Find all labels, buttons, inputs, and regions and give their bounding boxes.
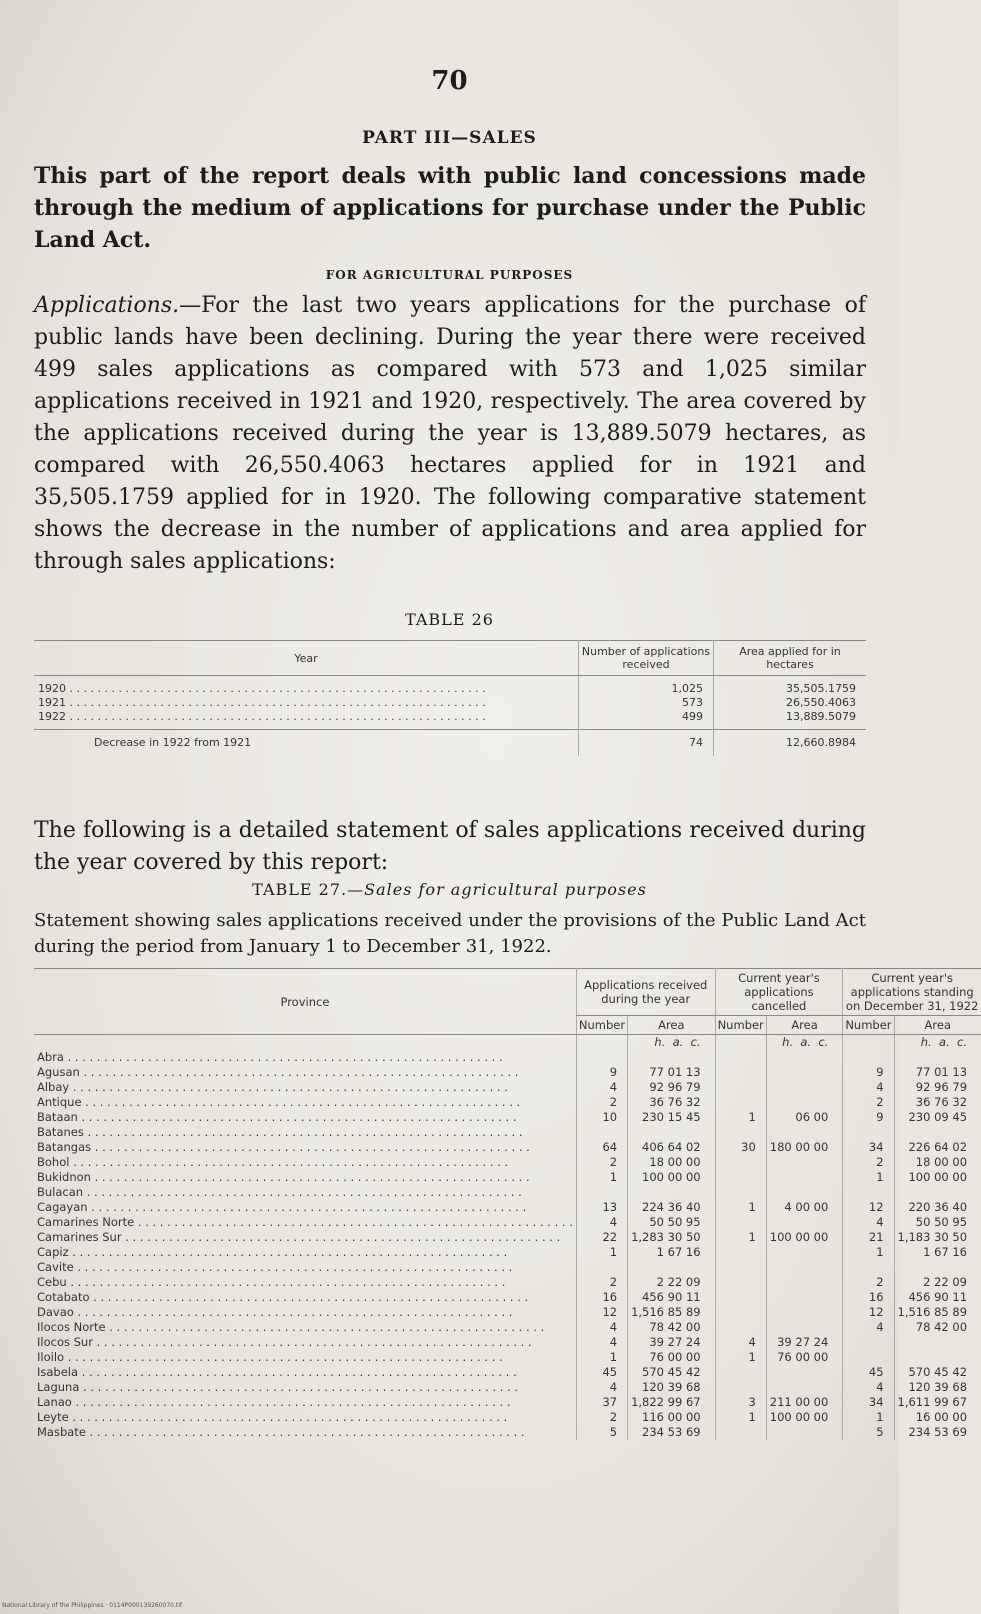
t27-province-cell: Capiz . . . . . . . . . . . . . . . . . . . . . . . . . . . . . . . . . . . . . . . . . . . . . . . . . . . . . . . . . . . . xyxy=(37,1245,508,1259)
t27-received-number-cell: 9 xyxy=(576,1065,627,1080)
section-subheading: FOR AGRICULTURAL PURPOSES xyxy=(325,268,574,282)
t27-standing-area-cell: 92 96 79 xyxy=(894,1080,981,1095)
t27-standing-number-cell: 2 xyxy=(843,1275,894,1290)
t27-received-area-cell: 120 39 68 xyxy=(628,1380,716,1395)
t27-header-received-number: Number xyxy=(576,1016,627,1035)
t27-cancelled-number-cell xyxy=(715,1095,766,1110)
t27-cancelled-number-cell: 3 xyxy=(715,1395,766,1410)
t27-received-area-cell: 1,516 85 89 xyxy=(628,1305,716,1320)
t27-standing-number-cell: 45 xyxy=(843,1365,894,1380)
t27-province-cell: Albay . . . . . . . . . . . . . . . . . . . . . . . . . . . . . . . . . . . . . . . . . . . . . . . . . . . . . . . . . . . . xyxy=(37,1080,508,1094)
t27-received-area-cell: 92 96 79 xyxy=(628,1080,716,1095)
intro-paragraph: This part of the report deals with public land concessions made through the medium of applications for purchase under the Public Land Act. xyxy=(34,163,866,253)
t27-cancelled-area-cell xyxy=(766,1170,843,1185)
t27-row xyxy=(34,1215,981,1230)
t27-received-number-cell: 2 xyxy=(576,1155,627,1170)
t27-row xyxy=(34,1365,981,1380)
t27-row xyxy=(34,1395,981,1410)
t27-received-area-cell: 100 00 00 xyxy=(628,1170,716,1185)
t27-cancelled-area-cell xyxy=(766,1095,843,1110)
t26-row xyxy=(34,710,866,724)
t27-standing-area-cell xyxy=(894,1185,981,1200)
t27-province-cell: Ilocos Norte . . . . . . . . . . . . . . . . . . . . . . . . . . . . . . . . . . . . . . . . . . . . . . . . . . . . . . . . . . . . xyxy=(37,1320,545,1334)
t27-standing-area-cell: 16 00 00 xyxy=(894,1410,981,1425)
t27-cancelled-number-cell xyxy=(715,1050,766,1065)
t27-standing-area-cell: 2 22 09 xyxy=(894,1275,981,1290)
t26-area-cell: 35,505.1759 xyxy=(714,682,867,696)
t27-received-number-cell: 13 xyxy=(576,1200,627,1215)
t27-province-cell: Cotabato . . . . . . . . . . . . . . . . . . . . . . . . . . . . . . . . . . . . . . . . . . . . . . . . . . . . . . . . . . . . xyxy=(37,1290,529,1304)
t27-cancelled-number-cell: 1 xyxy=(715,1350,766,1365)
t27-row xyxy=(34,1290,981,1305)
t27-standing-number-cell: 16 xyxy=(843,1290,894,1305)
t27-standing-number-cell: 9 xyxy=(843,1065,894,1080)
t26-number-cell: 1,025 xyxy=(579,682,714,696)
t27-cancelled-number-cell: 1 xyxy=(715,1410,766,1425)
t27-row xyxy=(34,1230,981,1245)
t27-header-cancelled: Current year's applications cancelled xyxy=(715,969,843,1016)
t27-province-cell: Cavite . . . . . . . . . . . . . . . . . . . . . . . . . . . . . . . . . . . . . . . . . . . . . . . . . . . . . . . . . . . . xyxy=(37,1260,513,1274)
t27-received-number-cell: 1 xyxy=(576,1350,627,1365)
t26-number-cell: 499 xyxy=(579,710,714,724)
t27-standing-number-cell xyxy=(843,1350,894,1365)
t27-province-cell: Abra . . . . . . . . . . . . . . . . . . . . . . . . . . . . . . . . . . . . . . . . . . . . . . . . . . . . . . . . . . . . xyxy=(37,1050,503,1064)
applications-label: Applications. xyxy=(34,293,180,318)
t27-row xyxy=(34,1320,981,1335)
t27-cancelled-number-cell xyxy=(715,1275,766,1290)
t27-cancelled-area-cell: 100 00 00 xyxy=(766,1230,843,1245)
t26-header-number: Number of applications received xyxy=(579,641,714,676)
t27-received-number-cell: 45 xyxy=(576,1365,627,1380)
t27-standing-area-cell: 1 67 16 xyxy=(894,1245,981,1260)
t27-standing-number-cell xyxy=(843,1185,894,1200)
t27-row xyxy=(34,1380,981,1395)
t27-standing-number-cell: 21 xyxy=(843,1230,894,1245)
t27-standing-area-cell: 1,516 85 89 xyxy=(894,1305,981,1320)
t27-row xyxy=(34,1200,981,1215)
t27-standing-number-cell: 12 xyxy=(843,1200,894,1215)
t27-cancelled-number-cell xyxy=(715,1380,766,1395)
t27-cancelled-number-cell xyxy=(715,1320,766,1335)
t27-received-number-cell: 1 xyxy=(576,1245,627,1260)
t27-standing-area-cell: 234 53 69 xyxy=(894,1425,981,1440)
t27-standing-number-cell xyxy=(843,1125,894,1140)
t27-received-area-cell xyxy=(628,1185,716,1200)
t27-row xyxy=(34,1185,981,1200)
t27-standing-number-cell: 1 xyxy=(843,1245,894,1260)
t27-standing-area-cell: 220 36 40 xyxy=(894,1200,981,1215)
t27-cancelled-area-cell xyxy=(766,1290,843,1305)
t27-received-area-cell: 116 00 00 xyxy=(628,1410,716,1425)
t27-cancelled-area-cell xyxy=(766,1185,843,1200)
t27-cancelled-number-cell xyxy=(715,1125,766,1140)
t27-province-cell: Camarines Norte . . . . . . . . . . . . . . . . . . . . . . . . . . . . . . . . . . . . . . . . . . . . . . . . . . . . . . . . . . . . xyxy=(37,1215,573,1229)
scan-footer: National Library of the Philippines · 0114P000139260070.tif xyxy=(2,1602,183,1609)
t26-area-cell: 26,550.4063 xyxy=(714,696,867,710)
t27-cancelled-area-cell: 06 00 xyxy=(766,1110,843,1125)
t27-province-cell: Ilocos Sur . . . . . . . . . . . . . . . . . . . . . . . . . . . . . . . . . . . . . . . . . . . . . . . . . . . . . . . . . . . . xyxy=(37,1335,532,1349)
table26-caption: TABLE 26 xyxy=(405,610,494,629)
t27-cancelled-number-cell: 4 xyxy=(715,1335,766,1350)
t27-header-cancelled-area: Area xyxy=(766,1016,843,1035)
t27-header-received: Applications received during the year xyxy=(576,969,715,1016)
t27-cancelled-number-cell: 1 xyxy=(715,1200,766,1215)
t27-standing-number-cell xyxy=(843,1335,894,1350)
t27-standing-area-cell: 77 01 13 xyxy=(894,1065,981,1080)
t27-received-number-cell xyxy=(576,1260,627,1275)
t27-received-number-cell: 12 xyxy=(576,1305,627,1320)
t27-received-number-cell: 4 xyxy=(576,1380,627,1395)
t27-cancelled-area-cell xyxy=(766,1245,843,1260)
t27-received-number-cell: 37 xyxy=(576,1395,627,1410)
t26-header-area: Area applied for in hectares xyxy=(714,641,867,676)
t27-received-area-cell: 50 50 95 xyxy=(628,1215,716,1230)
t27-row xyxy=(34,1335,981,1350)
t27-row xyxy=(34,1050,981,1065)
t27-received-area-cell: 2 22 09 xyxy=(628,1275,716,1290)
t27-province-cell: Camarines Sur . . . . . . . . . . . . . . . . . . . . . . . . . . . . . . . . . . . . . . . . . . . . . . . . . . . . . . . . . . . . xyxy=(37,1230,561,1244)
t27-standing-area-cell: 78 42 00 xyxy=(894,1320,981,1335)
t27-standing-number-cell: 4 xyxy=(843,1080,894,1095)
t27-header-standing-number: Number xyxy=(843,1016,894,1035)
t27-received-number-cell: 1 xyxy=(576,1170,627,1185)
t27-header-cancelled-number: Number xyxy=(715,1016,766,1035)
t26-decrease-label: Decrease in 1922 from 1921 xyxy=(94,736,252,749)
t27-province-cell: Bohol . . . . . . . . . . . . . . . . . . . . . . . . . . . . . . . . . . . . . . . . . . . . . . . . . . . . . . . . . . . . xyxy=(37,1155,509,1169)
t27-received-number-cell: 10 xyxy=(576,1110,627,1125)
t27-cancelled-area-cell xyxy=(766,1275,843,1290)
t27-units-cancelled: h. a. c. xyxy=(766,1035,843,1051)
t27-cancelled-area-cell xyxy=(766,1050,843,1065)
t27-received-area-cell: 234 53 69 xyxy=(628,1425,716,1440)
t27-cancelled-number-cell xyxy=(715,1305,766,1320)
t27-header-province: Province xyxy=(34,969,576,1035)
t27-row xyxy=(34,1305,981,1320)
t27-row xyxy=(34,1080,981,1095)
t27-row xyxy=(34,1350,981,1365)
t27-received-area-cell: 18 00 00 xyxy=(628,1155,716,1170)
t27-standing-number-cell: 1 xyxy=(843,1410,894,1425)
t26-header-year: Year xyxy=(34,641,579,676)
t27-received-area-cell xyxy=(628,1050,716,1065)
t27-row xyxy=(34,1140,981,1155)
t27-received-area-cell: 224 36 40 xyxy=(628,1200,716,1215)
t27-row xyxy=(34,1260,981,1275)
t27-cancelled-area-cell xyxy=(766,1425,843,1440)
t27-received-number-cell: 4 xyxy=(576,1080,627,1095)
page-number: 70 xyxy=(431,66,468,96)
t27-province-cell: Davao . . . . . . . . . . . . . . . . . . . . . . . . . . . . . . . . . . . . . . . . . . . . . . . . . . . . . . . . . . . . xyxy=(37,1305,513,1319)
t27-row xyxy=(34,1065,981,1080)
t27-cancelled-area-cell: 180 00 00 xyxy=(766,1140,843,1155)
t27-province-cell: Isabela . . . . . . . . . . . . . . . . . . . . . . . . . . . . . . . . . . . . . . . . . . . . . . . . . . . . . . . . . . . . xyxy=(37,1365,517,1379)
t27-standing-area-cell xyxy=(894,1335,981,1350)
t27-cancelled-area-cell: 39 27 24 xyxy=(766,1335,843,1350)
t27-province-cell: Bataan . . . . . . . . . . . . . . . . . . . . . . . . . . . . . . . . . . . . . . . . . . . . . . . . . . . . . . . . . . . . xyxy=(37,1110,517,1124)
t27-province-cell: Masbate . . . . . . . . . . . . . . . . . . . . . . . . . . . . . . . . . . . . . . . . . . . . . . . . . . . . . . . . . . . . xyxy=(37,1425,525,1439)
t27-cancelled-number-cell xyxy=(715,1290,766,1305)
t27-standing-area-cell: 1,183 30 50 xyxy=(894,1230,981,1245)
t27-received-number-cell: 4 xyxy=(576,1335,627,1350)
t27-received-area-cell: 1,822 99 67 xyxy=(628,1395,716,1410)
t27-cancelled-number-cell xyxy=(715,1245,766,1260)
t27-cancelled-area-cell xyxy=(766,1065,843,1080)
t26-number-cell: 573 xyxy=(579,696,714,710)
t27-received-number-cell: 4 xyxy=(576,1215,627,1230)
t27-cancelled-number-cell xyxy=(715,1170,766,1185)
t27-standing-area-cell xyxy=(894,1260,981,1275)
t27-cancelled-area-cell xyxy=(766,1320,843,1335)
t27-row xyxy=(34,1425,981,1440)
table-26 xyxy=(34,640,866,756)
part-heading: PART III—SALES xyxy=(362,128,537,148)
t27-standing-number-cell: 9 xyxy=(843,1110,894,1125)
t26-row xyxy=(34,682,866,696)
table-27 xyxy=(34,968,981,1440)
t27-received-area-cell: 1,283 30 50 xyxy=(628,1230,716,1245)
t27-standing-area-cell: 50 50 95 xyxy=(894,1215,981,1230)
t26-year-cell: 1920 . . . . . . . . . . . . . . . . . . . . . . . . . . . . . . . . . . . . . . . . . . . . . . . . . . . . . . . . . . . . xyxy=(38,681,486,695)
applications-text: —For the last two years applications for the purchase of public lands have been declining. During the year there were received 499 sales applications as compared with 573 and 1,025 similar applications received in 1921 and 1920, respectively. The area covered by the applications received during the year is 13,889.5079 hectares, as compared with 26,550.4063 hectares applied for in 1921 and 35,505.1759 applied for in 1920. The following comparative statement shows the decrease in the number of applications and area applied for through sales applications: xyxy=(34,293,866,574)
t27-standing-number-cell: 34 xyxy=(843,1140,894,1155)
t27-received-number-cell: 5 xyxy=(576,1425,627,1440)
t26-year-cell: 1922 . . . . . . . . . . . . . . . . . . . . . . . . . . . . . . . . . . . . . . . . . . . . . . . . . . . . . . . . . . . . xyxy=(38,709,486,723)
t27-cancelled-area-cell xyxy=(766,1380,843,1395)
t27-standing-number-cell: 4 xyxy=(843,1320,894,1335)
t27-standing-number-cell: 34 xyxy=(843,1395,894,1410)
t27-received-number-cell xyxy=(576,1050,627,1065)
t27-received-area-cell: 230 15 45 xyxy=(628,1110,716,1125)
t27-header-received-area: Area xyxy=(628,1016,716,1035)
t27-standing-number-cell xyxy=(843,1260,894,1275)
t26-year-cell: 1921 . . . . . . . . . . . . . . . . . . . . . . . . . . . . . . . . . . . . . . . . . . . . . . . . . . . . . . . . . . . . xyxy=(38,695,486,709)
t27-received-area-cell xyxy=(628,1125,716,1140)
applications-paragraph xyxy=(34,290,866,578)
t27-province-cell: Laguna . . . . . . . . . . . . . . . . . . . . . . . . . . . . . . . . . . . . . . . . . . . . . . . . . . . . . . . . . . . . xyxy=(37,1380,519,1394)
t27-standing-area-cell: 120 39 68 xyxy=(894,1380,981,1395)
t27-cancelled-number-cell: 1 xyxy=(715,1230,766,1245)
t27-row xyxy=(34,1095,981,1110)
t27-standing-area-cell: 230 09 45 xyxy=(894,1110,981,1125)
t27-cancelled-area-cell: 211 00 00 xyxy=(766,1395,843,1410)
t27-province-cell: Agusan . . . . . . . . . . . . . . . . . . . . . . . . . . . . . . . . . . . . . . . . . . . . . . . . . . . . . . . . . . . . xyxy=(37,1065,519,1079)
table27-caption-number: TABLE 27. xyxy=(252,880,348,899)
t27-cancelled-number-cell xyxy=(715,1185,766,1200)
t27-received-number-cell: 22 xyxy=(576,1230,627,1245)
t27-cancelled-area-cell xyxy=(766,1365,843,1380)
t26-row xyxy=(34,696,866,710)
t27-received-number-cell xyxy=(576,1185,627,1200)
t27-province-cell: Lanao . . . . . . . . . . . . . . . . . . . . . . . . . . . . . . . . . . . . . . . . . . . . . . . . . . . . . . . . . . . . xyxy=(37,1395,511,1409)
t27-standing-number-cell: 4 xyxy=(843,1215,894,1230)
t27-cancelled-area-cell: 76 00 00 xyxy=(766,1350,843,1365)
t27-cancelled-number-cell: 30 xyxy=(715,1140,766,1155)
t27-received-area-cell xyxy=(628,1260,716,1275)
t27-province-cell: Iloilo . . . . . . . . . . . . . . . . . . . . . . . . . . . . . . . . . . . . . . . . . . . . . . . . . . . . . . . . . . . . xyxy=(37,1350,503,1364)
table27-statement: Statement showing sales applications received under the provisions of the Public Land Act during the period from January 1 to December 31, 1922. xyxy=(34,910,866,957)
t27-standing-area-cell: 18 00 00 xyxy=(894,1155,981,1170)
t27-standing-number-cell xyxy=(843,1050,894,1065)
t27-received-area-cell: 456 90 11 xyxy=(628,1290,716,1305)
t27-cancelled-area-cell xyxy=(766,1215,843,1230)
t27-cancelled-number-cell: 1 xyxy=(715,1110,766,1125)
t27-cancelled-number-cell xyxy=(715,1215,766,1230)
t27-received-number-cell xyxy=(576,1125,627,1140)
t27-province-cell: Batangas . . . . . . . . . . . . . . . . . . . . . . . . . . . . . . . . . . . . . . . . . . . . . . . . . . . . . . . . . . . . xyxy=(37,1140,530,1154)
t27-row xyxy=(34,1155,981,1170)
t26-area-cell: 13,889.5079 xyxy=(714,710,867,724)
t26-decrease-area: 12,660.8984 xyxy=(714,730,867,757)
t27-received-area-cell: 36 76 32 xyxy=(628,1095,716,1110)
t27-province-cell: Cebu . . . . . . . . . . . . . . . . . . . . . . . . . . . . . . . . . . . . . . . . . . . . . . . . . . . . . . . . . . . . xyxy=(37,1275,506,1289)
t27-standing-area-cell: 36 76 32 xyxy=(894,1095,981,1110)
t27-standing-number-cell: 5 xyxy=(843,1425,894,1440)
t27-received-area-cell: 1 67 16 xyxy=(628,1245,716,1260)
t27-row xyxy=(34,1170,981,1185)
t26-body xyxy=(34,676,866,730)
t27-standing-number-cell: 4 xyxy=(843,1380,894,1395)
t27-province-cell: Cagayan . . . . . . . . . . . . . . . . . . . . . . . . . . . . . . . . . . . . . . . . . . . . . . . . . . . . . . . . . . . . xyxy=(37,1200,527,1214)
t27-received-area-cell: 406 64 02 xyxy=(628,1140,716,1155)
t27-standing-number-cell: 1 xyxy=(843,1170,894,1185)
t27-standing-area-cell xyxy=(894,1050,981,1065)
detail-intro-paragraph: The following is a detailed statement of sales applications received during the year covered by this report: xyxy=(34,818,866,875)
t27-received-number-cell: 4 xyxy=(576,1320,627,1335)
t26-decrease-number: 74 xyxy=(579,730,714,757)
t27-row xyxy=(34,1410,981,1425)
t27-province-cell: Batanes . . . . . . . . . . . . . . . . . . . . . . . . . . . . . . . . . . . . . . . . . . . . . . . . . . . . . . . . . . . . xyxy=(37,1125,523,1139)
t27-received-area-cell: 39 27 24 xyxy=(628,1335,716,1350)
t27-standing-area-cell xyxy=(894,1350,981,1365)
t27-received-area-cell: 78 42 00 xyxy=(628,1320,716,1335)
table27-caption xyxy=(0,880,899,899)
t27-cancelled-area-cell xyxy=(766,1260,843,1275)
t26-decrease-row xyxy=(34,730,866,757)
t27-cancelled-number-cell xyxy=(715,1365,766,1380)
t27-cancelled-area-cell: 100 00 00 xyxy=(766,1410,843,1425)
t27-province-cell: Antique . . . . . . . . . . . . . . . . . . . . . . . . . . . . . . . . . . . . . . . . . . . . . . . . . . . . . . . . . . . . xyxy=(37,1095,521,1109)
t27-cancelled-area-cell xyxy=(766,1305,843,1320)
t27-body xyxy=(34,1035,981,1441)
t27-standing-number-cell: 2 xyxy=(843,1155,894,1170)
t27-standing-area-cell xyxy=(894,1125,981,1140)
t27-received-number-cell: 2 xyxy=(576,1275,627,1290)
t27-standing-area-cell: 1,611 99 67 xyxy=(894,1395,981,1410)
t27-row xyxy=(34,1245,981,1260)
t27-received-area-cell: 570 45 42 xyxy=(628,1365,716,1380)
t27-cancelled-area-cell xyxy=(766,1080,843,1095)
t27-row xyxy=(34,1125,981,1140)
t27-cancelled-area-cell: 4 00 00 xyxy=(766,1200,843,1215)
t27-standing-area-cell: 570 45 42 xyxy=(894,1365,981,1380)
t27-header-standing-area: Area xyxy=(894,1016,981,1035)
t27-standing-number-cell: 12 xyxy=(843,1305,894,1320)
t27-province-cell: Bukidnon . . . . . . . . . . . . . . . . . . . . . . . . . . . . . . . . . . . . . . . . . . . . . . . . . . . . . . . . . . . . xyxy=(37,1170,530,1184)
t27-cancelled-number-cell xyxy=(715,1065,766,1080)
t27-received-area-cell: 76 00 00 xyxy=(628,1350,716,1365)
t27-cancelled-number-cell xyxy=(715,1080,766,1095)
t27-units-standing: h. a. c. xyxy=(894,1035,981,1051)
t27-received-number-cell: 2 xyxy=(576,1095,627,1110)
t27-cancelled-area-cell xyxy=(766,1155,843,1170)
t27-row xyxy=(34,1275,981,1290)
t27-standing-area-cell: 456 90 11 xyxy=(894,1290,981,1305)
t27-received-number-cell: 2 xyxy=(576,1410,627,1425)
t27-cancelled-area-cell xyxy=(766,1125,843,1140)
t27-standing-number-cell: 2 xyxy=(843,1095,894,1110)
table27-caption-title: —Sales for agricultural purposes xyxy=(347,880,647,899)
t27-received-number-cell: 64 xyxy=(576,1140,627,1155)
t27-received-area-cell: 77 01 13 xyxy=(628,1065,716,1080)
t27-province-cell: Leyte . . . . . . . . . . . . . . . . . . . . . . . . . . . . . . . . . . . . . . . . . . . . . . . . . . . . . . . . . . . . xyxy=(37,1410,508,1424)
t27-row xyxy=(34,1110,981,1125)
t27-standing-area-cell: 100 00 00 xyxy=(894,1170,981,1185)
t27-cancelled-number-cell xyxy=(715,1425,766,1440)
t27-units-received: h. a. c. xyxy=(628,1035,716,1051)
t27-cancelled-number-cell xyxy=(715,1260,766,1275)
t27-province-cell: Bulacan . . . . . . . . . . . . . . . . . . . . . . . . . . . . . . . . . . . . . . . . . . . . . . . . . . . . . . . . . . . . xyxy=(37,1185,522,1199)
t27-received-number-cell: 16 xyxy=(576,1290,627,1305)
t27-cancelled-number-cell xyxy=(715,1155,766,1170)
t27-header-standing: Current year's applications standing on December 31, 1922 xyxy=(843,969,981,1016)
t27-standing-area-cell: 226 64 02 xyxy=(894,1140,981,1155)
